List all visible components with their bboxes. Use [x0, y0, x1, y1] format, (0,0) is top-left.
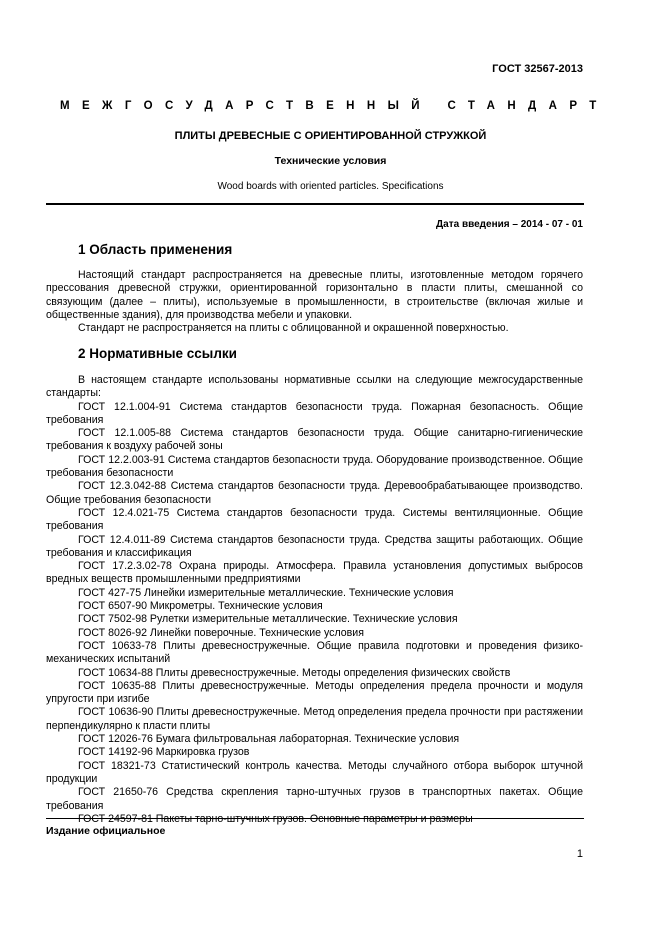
english-title: Wood boards with oriented particles. Specifications: [217, 181, 444, 192]
footer-divider: [46, 818, 584, 819]
reference-item: ГОСТ 18321-73 Статистический контроль качества. Методы случайного отбора выборок штучной продукции: [46, 759, 583, 785]
section-2-intro: В настоящем стандарте использованы нормативные ссылки на следующие межгосударственные стандарты:: [46, 374, 583, 400]
reference-item: ГОСТ 12026-76 Бумага фильтровальная лабораторная. Технические условия: [78, 733, 460, 746]
reference-item: ГОСТ 12.4.021-75 Система стандартов безопасности труда. Системы вентиляционные. Общие требования: [46, 506, 583, 533]
section-1-paragraph: Настоящий стандарт распространяется на древесные плиты, изготовленные методом горячего прессования древесной стружки, ориентированной горизонтально в пласти плиты, смешанной со связующим (далее – плиты), используемые в промышленности, в строительстве (включая жилые и общественные здания), для производства мебели и упаковки.: [46, 269, 583, 321]
reference-item: ГОСТ 21650-76 Средства скрепления тарно-штучных грузов в транспортных пакетах. Общие требования: [46, 786, 583, 812]
reference-item: ГОСТ 10636-90 Плиты древесностружечные. Метод определения предела прочности при растяжении перпендикулярно к пласти плиты: [46, 706, 583, 732]
reference-item: ГОСТ 12.3.042-88 Система стандартов безопасности труда. Деревообрабатывающее производство. Общие требования безопасности: [46, 480, 583, 506]
standard-banner: МЕЖГОСУДАРСТВЕННЫЙ СТАНДАРТ: [60, 100, 609, 112]
section-1-heading: 1 Область применения: [78, 242, 233, 257]
section-2-body: [46, 374, 583, 826]
page-number: 1: [576, 848, 583, 860]
reference-item: ГОСТ 6507-90 Микрометры. Технические условия: [78, 600, 323, 613]
intro-date: Дата введения – 2014 - 07 - 01: [436, 219, 583, 230]
section-2-heading: 2 Нормативные ссылки: [78, 346, 237, 361]
reference-item: ГОСТ 12.4.011-89 Система стандартов безопасности труда. Средства защиты работающих. Общие требования и классификация: [46, 533, 583, 559]
reference-item: ГОСТ 10634-88 Плиты древесностружечные. Методы определения физических свойств: [78, 666, 511, 679]
reference-item: ГОСТ 12.1.004-91 Система стандартов безопасности труда. Пожарная безопасность. Общие требования: [46, 400, 583, 426]
section-1-body: [46, 269, 583, 335]
reference-item: ГОСТ 8026-92 Линейки поверочные. Технические условия: [78, 626, 364, 639]
reference-item: ГОСТ 17.2.3.02-78 Охрана природы. Атмосфера. Правила установления допустимых выбросов вредных веществ промышленными предприятиями: [46, 560, 583, 586]
gost-code: ГОСТ 32567-2013: [492, 63, 583, 75]
reference-item: ГОСТ 12.1.005-88 Система стандартов безопасности труда. Общие санитарно-гигиенические требования к воздуху рабочей зоны: [46, 427, 583, 453]
reference-item: ГОСТ 427-75 Линейки измерительные металлические. Технические условия: [78, 586, 454, 599]
section-1-paragraph: Стандарт не распространяется на плиты с облицованной и окрашенной поверхностью.: [78, 322, 509, 335]
reference-item: ГОСТ 10633-78 Плиты древесностружечные. Общие правила подготовки и проведения физико-механических испытаний: [46, 639, 583, 666]
reference-item: ГОСТ 14192-96 Маркировка грузов: [78, 746, 250, 759]
reference-item: ГОСТ 12.2.003-91 Система стандартов безопасности труда. Оборудование производственное. Общие требования безопасности: [46, 453, 583, 480]
edition-label: Издание официальное: [46, 825, 166, 837]
document-subtitle: Технические условия: [274, 155, 387, 167]
header-divider: [46, 203, 584, 205]
document-title: ПЛИТЫ ДРЕВЕСНЫЕ С ОРИЕНТИРОВАННОЙ СТРУЖКОЙ: [174, 130, 487, 142]
reference-item: ГОСТ 10635-88 Плиты древесностружечные. Методы определения предела прочности и модуля упругости при изгибе: [46, 679, 583, 706]
reference-item: ГОСТ 7502-98 Рулетки измерительные металлические. Технические условия: [78, 613, 458, 626]
